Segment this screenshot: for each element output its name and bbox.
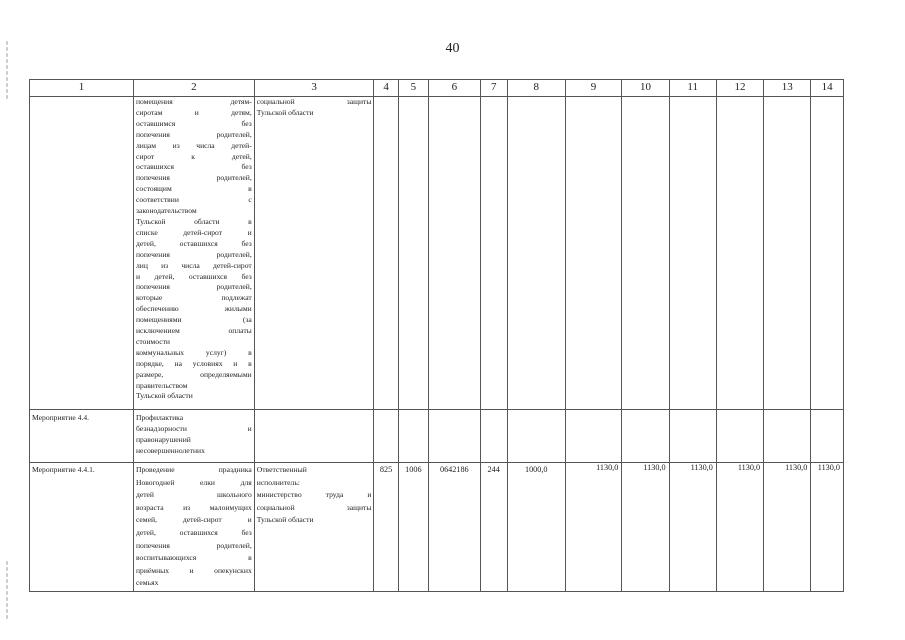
- cell-empty: [669, 97, 716, 410]
- cell-empty: [622, 410, 669, 463]
- cell-empty: [30, 97, 134, 410]
- cell-amount: 1130,0: [622, 463, 669, 592]
- cell-empty: [669, 410, 716, 463]
- cell-empty: [429, 97, 480, 410]
- column-header: 6: [429, 80, 480, 97]
- column-header: 4: [374, 80, 398, 97]
- cell-empty: [429, 410, 480, 463]
- cell-empty: [716, 410, 763, 463]
- column-header: 1: [30, 80, 134, 97]
- event-code: Мероприятие 4.4.1.: [30, 463, 134, 592]
- cell-amount: 1130,0: [565, 463, 622, 592]
- cell-empty: [480, 410, 507, 463]
- column-header: 13: [764, 80, 811, 97]
- column-header: 9: [565, 80, 622, 97]
- cell-amount: 1130,0: [716, 463, 763, 592]
- column-header: 11: [669, 80, 716, 97]
- column-header: 12: [716, 80, 763, 97]
- cell-empty: [764, 97, 811, 410]
- budget-table: [29, 79, 844, 592]
- event-code: Мероприятие 4.4.: [30, 410, 134, 463]
- cell-empty: [565, 410, 622, 463]
- column-header: 10: [622, 80, 669, 97]
- cell-empty: [507, 97, 565, 410]
- cell-empty: [507, 410, 565, 463]
- cell-empty: [811, 410, 844, 463]
- cell-empty: [811, 97, 844, 410]
- cell-amount: 1000,0: [507, 463, 565, 592]
- page-number: 40: [445, 41, 460, 56]
- cell-empty: [398, 97, 428, 410]
- column-header: 7: [480, 80, 507, 97]
- column-header: 14: [811, 80, 844, 97]
- cell-empty: [565, 97, 622, 410]
- row1-executor: социальной защиты Тульской области: [254, 97, 374, 410]
- column-header: 5: [398, 80, 428, 97]
- cell-vr: 244: [480, 463, 507, 592]
- header-row: [30, 80, 844, 97]
- table-row: [30, 97, 844, 410]
- cell-empty: [480, 97, 507, 410]
- cell-amount: 1130,0: [764, 463, 811, 592]
- cell-empty: [622, 97, 669, 410]
- cell-empty: [374, 97, 398, 410]
- table-row: [30, 463, 844, 592]
- cell-amount: 1130,0: [811, 463, 844, 592]
- event-executor: Ответственный исполнитель: министерство труда и социальной защиты Тульской области: [254, 463, 374, 592]
- cell-empty: [716, 97, 763, 410]
- column-header: 8: [507, 80, 565, 97]
- cell-amount: 1130,0: [669, 463, 716, 592]
- column-header: 2: [133, 80, 254, 97]
- cell-empty: [254, 410, 374, 463]
- cell-rzpr: 1006: [398, 463, 428, 592]
- cell-csr: 0642186: [429, 463, 480, 592]
- event-description: Проведение праздника Новогодней елки для детей школьного возраста из малоимущих семей, детей-сирот и детей, оставшихся без попечения родителей, воспитывающихся в приёмных и опекунских семьях: [133, 463, 254, 592]
- cell-grbs: 825: [374, 463, 398, 592]
- event-title: Профилактика безнадзорности и правонарушений несовершеннолетних: [133, 410, 254, 463]
- cell-empty: [764, 410, 811, 463]
- column-header: 3: [254, 80, 374, 97]
- cell-empty: [374, 410, 398, 463]
- table-row: [30, 410, 844, 463]
- row1-description: помещения детям- сиротам и детям, оставшимся без попечения родителей, лицам из числа детей- сирот к детей, оставшихся без попечения родителей, состоящим в соответствии с законодательством Тульской области в списке детей-сирот и детей, оставшихся без попечения родителей, лиц из числа детей-сирот и детей, оставшихся без попечения родителей, которые подлежат обеспечению жилыми помещениями (за исключением оплаты стоимости коммунальных услуг) в порядке, на условиях и в размере, определяемыми правительством Тульской области: [133, 97, 254, 410]
- scan-artifact-dots: [6, 560, 8, 620]
- cell-empty: [398, 410, 428, 463]
